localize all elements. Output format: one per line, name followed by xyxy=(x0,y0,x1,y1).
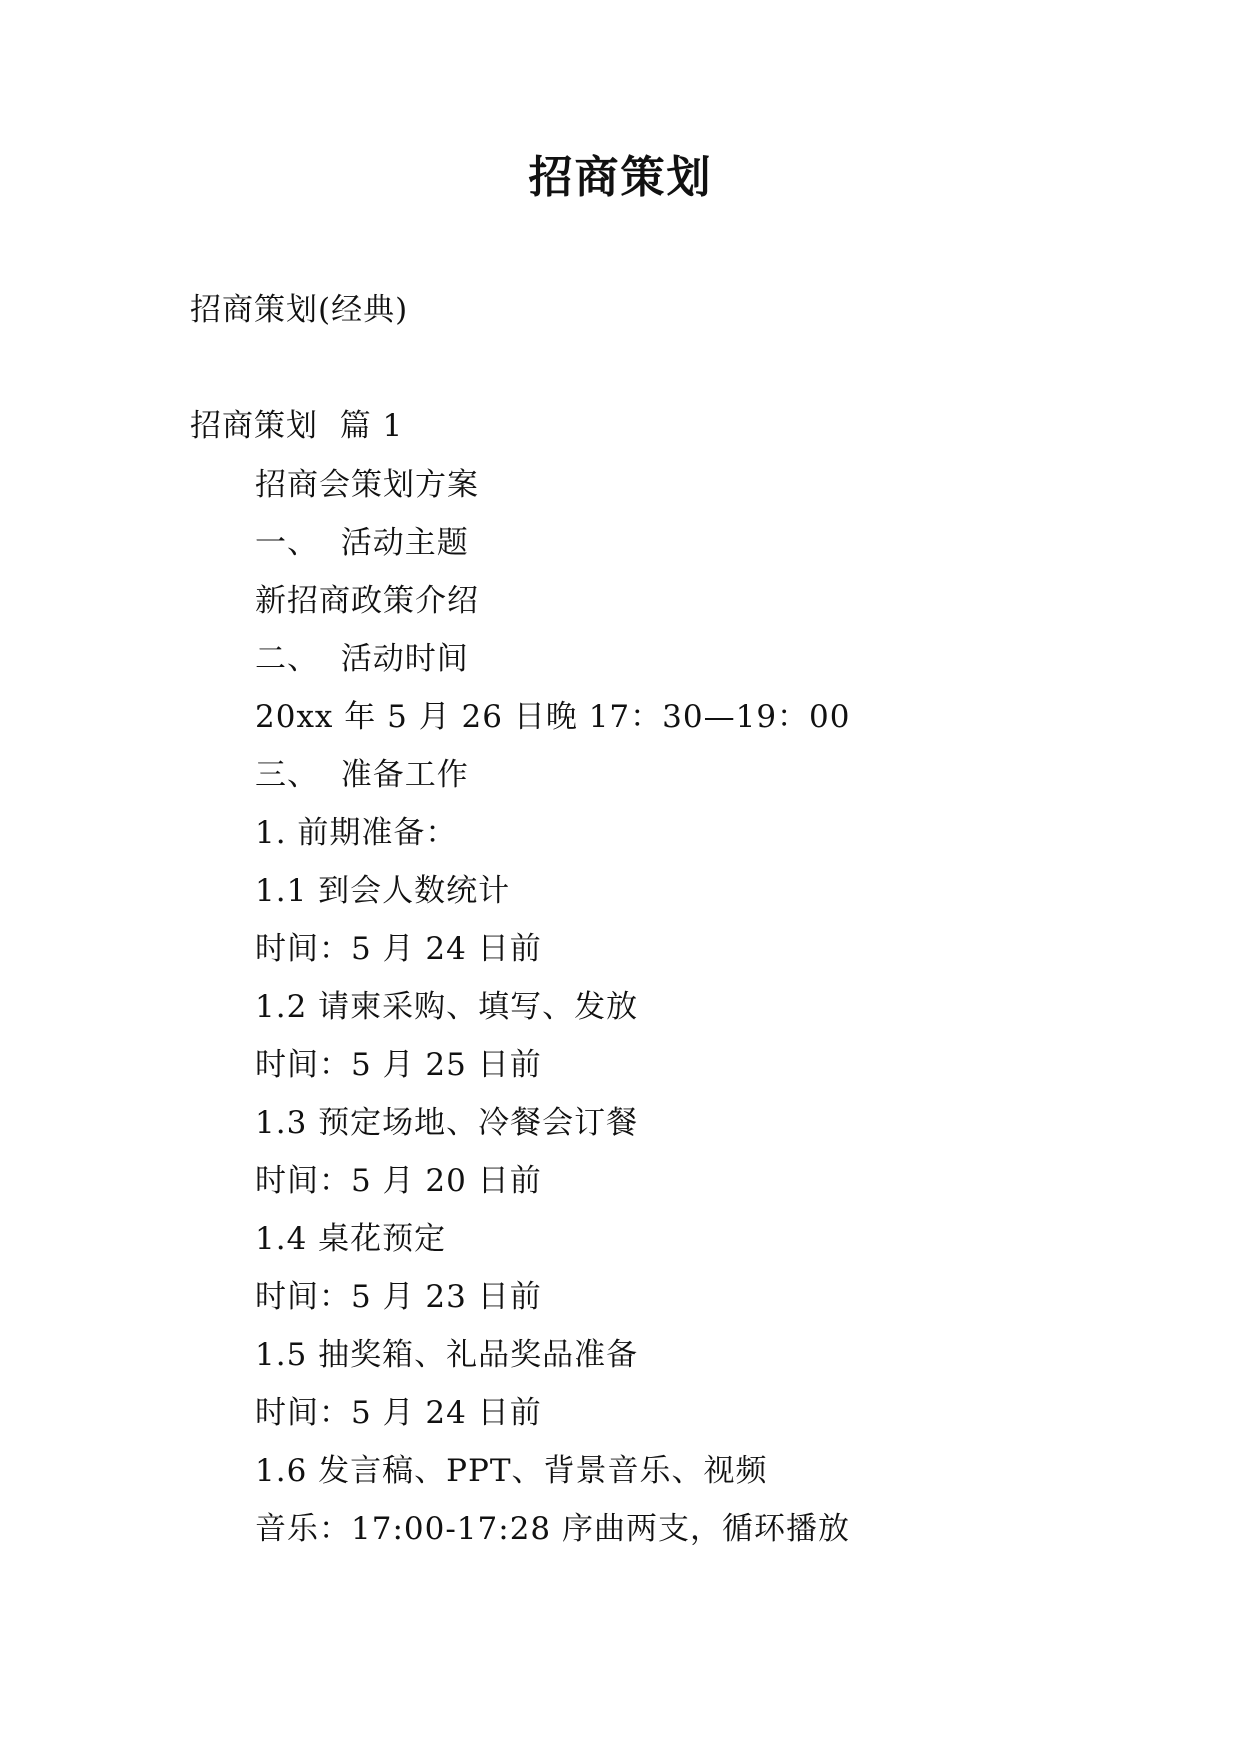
body-line: 时间：5 月 25 日前 xyxy=(255,1047,542,1083)
body-line: 新招商政策介绍 xyxy=(255,583,479,619)
body-line: 三、 准备工作 xyxy=(255,757,469,793)
section-heading: 招商策划 篇 1 xyxy=(190,408,404,444)
body-line: 时间：5 月 20 日前 xyxy=(255,1163,542,1199)
body-line: 1.2 请柬采购、填写、发放 xyxy=(255,989,639,1025)
body-line: 1.3 预定场地、冷餐会订餐 xyxy=(255,1105,639,1141)
body-line: 时间：5 月 24 日前 xyxy=(255,1395,542,1431)
body-line: 一、 活动主题 xyxy=(255,525,469,561)
document-body xyxy=(255,466,851,1568)
document-subtitle: 招商策划(经典) xyxy=(190,292,409,328)
body-line: 1.1 到会人数统计 xyxy=(255,873,511,909)
body-line: 时间：5 月 23 日前 xyxy=(255,1279,542,1315)
body-line: 1.4 桌花预定 xyxy=(255,1221,447,1257)
body-line: 20xx 年 5 月 26 日晚 17：30—19：00 xyxy=(255,699,851,735)
document-title: 招商策划 xyxy=(528,152,713,203)
body-line: 招商会策划方案 xyxy=(255,467,479,503)
body-line: 时间：5 月 24 日前 xyxy=(255,931,542,967)
body-line: 1. 前期准备： xyxy=(255,815,458,851)
body-line: 1.6 发言稿、PPT、背景音乐、视频 xyxy=(255,1453,768,1489)
body-line: 1.5 抽奖箱、礼品奖品准备 xyxy=(255,1337,639,1373)
body-line: 二、 活动时间 xyxy=(255,641,469,677)
body-line: 音乐：17:00-17:28 序曲两支，循环播放 xyxy=(255,1511,851,1547)
